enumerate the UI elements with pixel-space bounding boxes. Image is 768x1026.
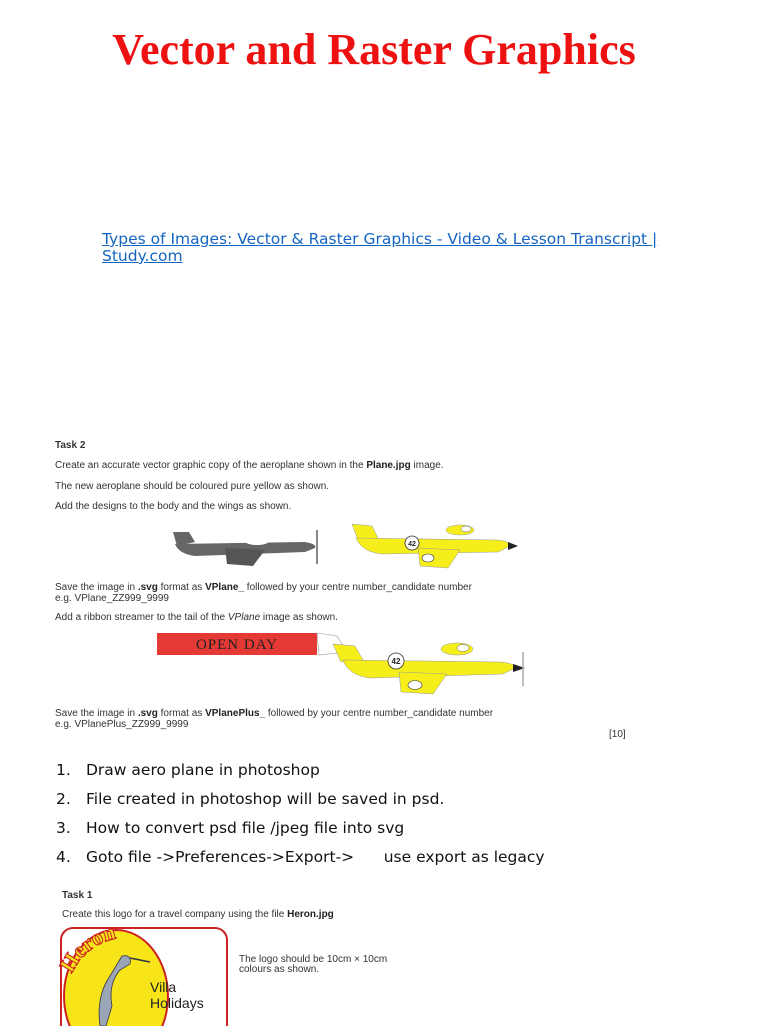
task2-marks: [10]	[609, 729, 626, 740]
plane-number-large: 42	[391, 657, 401, 666]
task1-heading: Task 1	[62, 890, 93, 901]
plane-number-small: 42	[408, 541, 416, 548]
task2-ribbon-line: Add a ribbon streamer to the tail of the VPlane image as shown.	[55, 612, 338, 623]
link-line-1[interactable]: Types of Images: Vector & Raster Graphics - Video & Lesson Transcript |	[102, 230, 658, 248]
task2-line3: Add the designs to the body and the wings as shown.	[55, 501, 292, 512]
logo-arc-text: Heron	[54, 918, 119, 977]
steps-list	[56, 758, 545, 874]
open-day-banner-plane-image	[157, 630, 532, 696]
task2-line1: Create an accurate vector graphic copy of the aeroplane shown in the Plane.jpg image.	[55, 460, 444, 471]
list-item: 2. File created in photoshop will be saved in psd.	[56, 790, 445, 808]
link-line-2[interactable]: Study.com	[102, 247, 183, 265]
task1-line1: Create this logo for a travel company using the file Heron.jpg	[62, 909, 334, 920]
task1-desc1: The logo should be 10cm × 10cm	[239, 954, 388, 965]
logo-villa-text: Villa	[150, 979, 177, 995]
page-title: Vector and Raster Graphics	[112, 25, 636, 74]
grey-plane-image	[165, 520, 325, 570]
open-day-text: OPEN DAY	[195, 637, 279, 653]
task2-line2: The new aeroplane should be coloured pure yellow as shown.	[55, 481, 330, 492]
yellow-plane-image	[348, 518, 523, 572]
task1-desc2: colours as shown.	[239, 964, 320, 975]
logo-holidays-text: Holidays	[150, 995, 204, 1011]
list-item: 4. Goto file ->Preferences->Export-> use export as legacy	[56, 848, 545, 866]
task2-save2-example: e.g. VPlanePlus_ZZ999_9999	[55, 719, 189, 730]
list-item: 3. How to convert psd file /jpeg file into svg	[56, 819, 405, 837]
task2-save2: Save the image in .svg format as VPlanePlus_ followed by your centre number_candidate number	[55, 708, 494, 719]
task2-save1: Save the image in .svg format as VPlane_ followed by your centre number_candidate number	[55, 582, 472, 593]
heron-logo-image	[54, 918, 230, 1026]
list-item: 1. Draw aero plane in photoshop	[56, 761, 320, 779]
task2-heading: Task 2	[55, 440, 86, 451]
study-com-link[interactable]	[102, 231, 682, 265]
task2-save1-example: e.g. VPlane_ZZ999_9999	[55, 593, 169, 604]
